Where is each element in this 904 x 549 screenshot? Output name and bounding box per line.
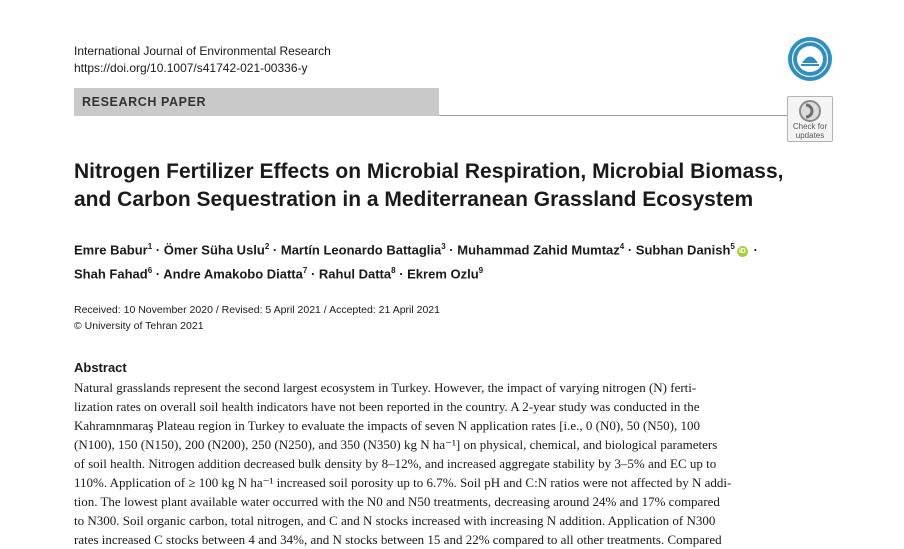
section-band	[74, 88, 439, 116]
author-name[interactable]: Emre Babur	[74, 242, 148, 258]
doi-link[interactable]: https://doi.org/10.1007/s41742-021-00336-y	[74, 61, 308, 75]
abstract-line: Natural grasslands represent the second largest ecosystem in Turkey. However, the impact of varying nitrogen (N) ferti-	[74, 380, 697, 395]
publication-dates	[74, 302, 440, 334]
abstract-line: 110%. Application of ≥ 100 kg N ha⁻¹ increased soil porosity up to 6.7%. Soil pH and C:N ratios were not affected by N addi-	[74, 475, 732, 490]
author-name[interactable]: Subhan Danish	[635, 242, 731, 258]
university-seal-icon	[787, 36, 833, 82]
article-title	[74, 158, 834, 214]
check-for-updates-icon	[797, 99, 823, 123]
section-label: RESEARCH PAPER	[82, 95, 207, 109]
abstract-heading: Abstract	[74, 360, 127, 375]
title-line-1: Nitrogen Fertilizer Effects on Microbial Respiration, Microbial Biomass,	[74, 160, 784, 183]
title-line-2: and Carbon Sequestration in a Mediterranean Grassland Ecosystem	[74, 188, 754, 211]
copyright: © University of Tehran 2021	[74, 320, 204, 332]
author-list: Emre Babur$^1$ · Ömer Süha Uslu$^2$ · Martín Leonardo Battaglia$^3$ · Muhammad Zahid Mumtaz$^4$ · Subhan Danish$^5$iD · Shah Fahad$^6$ · Andre Amakobo Diatta$^7$ · Rahul Datta$^8$ · Ekrem Ozlu$^9$	[74, 242, 758, 282]
abstract-line: lization rates on overall soil health indicators have not been reported in the country. A 2-year study was conducted in the	[74, 399, 700, 414]
abstract-line: to N300. Soil organic carbon, total nitrogen, and C and N stocks increased with increasing N addition. Application of N300	[74, 513, 716, 528]
author-name[interactable]: Muhammad Zahid Mumtaz	[457, 242, 620, 258]
abstract-line: (N100), 150 (N150), 200 (N200), 250 (N250), and 350 (N350) kg N ha⁻¹] on physical, chemical, and biological parameters	[74, 437, 718, 452]
abstract-line: of soil health. Nitrogen addition decreased bulk density by 8–12%, and increased aggregate stability by 3–5% and EC up to	[74, 456, 717, 471]
author-name[interactable]: Shah Fahad	[74, 266, 148, 282]
author-name[interactable]: Rahul Datta	[318, 266, 392, 282]
abstract-body	[74, 378, 831, 549]
journal-header	[74, 43, 331, 77]
author-name[interactable]: Ömer Süha Uslu	[163, 242, 265, 258]
history-dates: Received: 10 November 2020 / Revised: 5 April 2021 / Accepted: 21 April 2021	[74, 304, 440, 316]
abstract-line: Kahramnmaraş Plateau region in Turkey to evaluate the impacts of seven N application rates [i.e., 0 (N0), 50 (N50), 100	[74, 418, 700, 433]
author-name[interactable]: Andre Amakobo Diatta	[163, 266, 303, 282]
abstract-line: tion. The lowest plant available water occurred with the N0 and N50 treatments, decreasing around 24% and 17% compared	[74, 494, 720, 509]
check-for-updates-label: Check for updates	[792, 122, 828, 140]
header-rule	[439, 115, 831, 116]
author-name[interactable]: Ekrem Ozlu	[407, 266, 479, 282]
author-name[interactable]: Martín Leonardo Battaglia	[280, 242, 442, 258]
orcid-icon[interactable]: iD	[738, 248, 746, 256]
abstract-line: rates increased C stocks between 4 and 34%, and N stocks between 15 and 22% compared to all other treatments. Compared	[74, 532, 722, 547]
journal-name: International Journal of Environmental Research	[74, 44, 331, 58]
check-for-updates-button[interactable]	[787, 96, 833, 142]
